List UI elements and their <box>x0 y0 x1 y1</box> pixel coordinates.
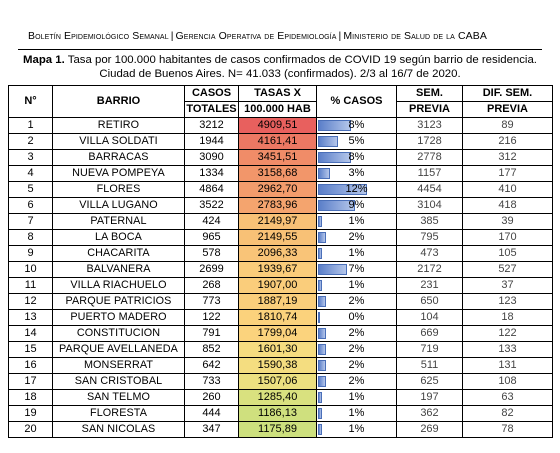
cell-dif-previa: 123 <box>463 294 553 310</box>
cell-pct-casos <box>317 374 397 390</box>
cell-casos: 424 <box>185 214 239 230</box>
cell-barrio: BALVANERA <box>53 262 185 278</box>
cell-sem-previa: 473 <box>397 246 463 262</box>
cell-sem-previa: 795 <box>397 230 463 246</box>
header-separator: | <box>338 30 342 42</box>
cell-sem-previa: 197 <box>397 390 463 406</box>
pct-data-bar <box>318 376 326 387</box>
cell-n: 15 <box>9 342 53 358</box>
cell-barrio: RETIRO <box>53 118 185 134</box>
cell-tasa: 1590,38 <box>239 358 317 374</box>
cell-casos: 2699 <box>185 262 239 278</box>
cell-pct-casos <box>317 166 397 182</box>
header-dif: DIF. SEM. <box>463 86 553 102</box>
table-row <box>9 326 553 342</box>
cell-casos: 733 <box>185 374 239 390</box>
table-row <box>9 198 553 214</box>
cell-sem-previa: 3123 <box>397 118 463 134</box>
cell-dif-previa: 216 <box>463 134 553 150</box>
cell-barrio: FLORESTA <box>53 406 185 422</box>
cell-tasa: 4161,41 <box>239 134 317 150</box>
bulletin-header <box>28 30 540 42</box>
cell-dif-previa: 133 <box>463 342 553 358</box>
cell-casos: 347 <box>185 422 239 438</box>
pct-data-bar <box>318 120 351 131</box>
header-barrio: BARRIO <box>53 86 185 118</box>
table-row <box>9 310 553 326</box>
pct-value: 8% <box>348 119 365 131</box>
cell-pct-casos <box>317 214 397 230</box>
cell-tasa: 1907,00 <box>239 278 317 294</box>
cell-n: 8 <box>9 230 53 246</box>
cell-tasa: 1285,40 <box>239 390 317 406</box>
cell-tasa: 1507,06 <box>239 374 317 390</box>
cell-sem-previa: 231 <box>397 278 463 294</box>
pct-value: 2% <box>348 231 365 243</box>
cell-pct-casos <box>317 406 397 422</box>
cell-sem-previa: 719 <box>397 342 463 358</box>
pct-value: 2% <box>348 327 365 339</box>
cell-tasa: 1887,19 <box>239 294 317 310</box>
header-tasas-hab: 100.000 HAB <box>239 102 317 118</box>
cell-barrio: VILLA RIACHUELO <box>53 278 185 294</box>
header-pct-casos: % CASOS <box>317 86 397 118</box>
cell-sem-previa: 650 <box>397 294 463 310</box>
pct-data-bar <box>318 296 326 307</box>
cell-n: 5 <box>9 182 53 198</box>
cell-casos: 3212 <box>185 118 239 134</box>
cell-sem-previa: 625 <box>397 374 463 390</box>
cell-tasa: 2783,96 <box>239 198 317 214</box>
cell-casos: 773 <box>185 294 239 310</box>
cell-n: 14 <box>9 326 53 342</box>
table-caption <box>18 53 542 81</box>
cell-tasa: 1601,30 <box>239 342 317 358</box>
cell-dif-previa: 122 <box>463 326 553 342</box>
cell-barrio: LA BOCA <box>53 230 185 246</box>
pct-value: 1% <box>348 279 365 291</box>
table-row <box>9 406 553 422</box>
pct-value: 1% <box>348 407 365 419</box>
header-sem: SEM. <box>397 86 463 102</box>
cell-tasa: 1799,04 <box>239 326 317 342</box>
cell-n: 6 <box>9 198 53 214</box>
cell-barrio: MONSERRAT <box>53 358 185 374</box>
cell-tasa: 3158,68 <box>239 166 317 182</box>
cell-tasa: 2962,70 <box>239 182 317 198</box>
caption-label: Mapa 1. <box>23 54 65 66</box>
cell-n: 13 <box>9 310 53 326</box>
cell-dif-previa: 105 <box>463 246 553 262</box>
cell-pct-casos <box>317 118 397 134</box>
table-row <box>9 278 553 294</box>
header-bulletin-title: Boletín Epidemiológico Semanal <box>28 30 169 42</box>
cell-dif-previa: 63 <box>463 390 553 406</box>
cell-pct-casos <box>317 150 397 166</box>
cell-pct-casos <box>317 182 397 198</box>
cell-barrio: VILLA SOLDATI <box>53 134 185 150</box>
cell-tasa: 1175,89 <box>239 422 317 438</box>
pct-data-bar <box>318 136 338 147</box>
pct-value: 1% <box>348 247 365 259</box>
cell-tasa: 2149,55 <box>239 230 317 246</box>
header-dif-previa: PREVIA <box>463 102 553 118</box>
cell-tasa: 4909,51 <box>239 118 317 134</box>
cell-n: 9 <box>9 246 53 262</box>
cell-dif-previa: 527 <box>463 262 553 278</box>
pct-data-bar <box>318 328 326 339</box>
cell-barrio: PARQUE AVELLANEDA <box>53 342 185 358</box>
cell-sem-previa: 511 <box>397 358 463 374</box>
cell-pct-casos <box>317 262 397 278</box>
cell-dif-previa: 170 <box>463 230 553 246</box>
cell-barrio: PUERTO MADERO <box>53 310 185 326</box>
cell-dif-previa: 89 <box>463 118 553 134</box>
cases-table <box>8 85 553 438</box>
cell-n: 12 <box>9 294 53 310</box>
cell-tasa: 1810,74 <box>239 310 317 326</box>
pct-data-bar <box>318 168 330 179</box>
cell-barrio: NUEVA POMPEYA <box>53 166 185 182</box>
cell-dif-previa: 410 <box>463 182 553 198</box>
cell-dif-previa: 312 <box>463 150 553 166</box>
table-row <box>9 182 553 198</box>
cell-casos: 965 <box>185 230 239 246</box>
pct-data-bar <box>318 312 320 323</box>
header-n: N° <box>9 86 53 118</box>
pct-value: 7% <box>348 263 365 275</box>
cell-sem-previa: 2172 <box>397 262 463 278</box>
pct-data-bar <box>318 408 322 419</box>
cell-dif-previa: 177 <box>463 166 553 182</box>
cell-dif-previa: 78 <box>463 422 553 438</box>
cell-dif-previa: 131 <box>463 358 553 374</box>
pct-value: 1% <box>348 423 365 435</box>
pct-data-bar <box>318 280 322 291</box>
cell-pct-casos <box>317 358 397 374</box>
cell-sem-previa: 269 <box>397 422 463 438</box>
table-row <box>9 230 553 246</box>
cell-pct-casos <box>317 390 397 406</box>
cell-casos: 268 <box>185 278 239 294</box>
cell-n: 2 <box>9 134 53 150</box>
table-row <box>9 134 553 150</box>
cell-n: 19 <box>9 406 53 422</box>
cell-n: 11 <box>9 278 53 294</box>
cell-n: 20 <box>9 422 53 438</box>
table-row <box>9 342 553 358</box>
header-casos: CASOS <box>185 86 239 102</box>
pct-data-bar <box>318 360 326 371</box>
cell-sem-previa: 4454 <box>397 182 463 198</box>
table-row <box>9 246 553 262</box>
cell-tasa: 1186,13 <box>239 406 317 422</box>
pct-value: 2% <box>348 343 365 355</box>
cell-n: 3 <box>9 150 53 166</box>
cell-casos: 3522 <box>185 198 239 214</box>
cell-n: 10 <box>9 262 53 278</box>
cell-casos: 260 <box>185 390 239 406</box>
cell-dif-previa: 37 <box>463 278 553 294</box>
table-row <box>9 390 553 406</box>
table-row <box>9 118 553 134</box>
cell-dif-previa: 82 <box>463 406 553 422</box>
cell-casos: 791 <box>185 326 239 342</box>
cell-pct-casos <box>317 246 397 262</box>
header-department: Gerencia Operativa de Epidemiología <box>175 30 337 42</box>
cell-casos: 4864 <box>185 182 239 198</box>
cell-pct-casos <box>317 342 397 358</box>
pct-value: 1% <box>348 215 365 227</box>
table-row <box>9 262 553 278</box>
table-row <box>9 294 553 310</box>
pct-value: 2% <box>348 295 365 307</box>
header-divider <box>18 49 542 50</box>
pct-data-bar <box>318 232 326 243</box>
cell-casos: 3090 <box>185 150 239 166</box>
cell-n: 1 <box>9 118 53 134</box>
cell-barrio: SAN TELMO <box>53 390 185 406</box>
cell-barrio: VILLA LUGANO <box>53 198 185 214</box>
cell-sem-previa: 669 <box>397 326 463 342</box>
cell-dif-previa: 18 <box>463 310 553 326</box>
cell-n: 18 <box>9 390 53 406</box>
cell-casos: 1944 <box>185 134 239 150</box>
cell-barrio: PARQUE PATRICIOS <box>53 294 185 310</box>
cell-dif-previa: 108 <box>463 374 553 390</box>
cell-barrio: SAN CRISTOBAL <box>53 374 185 390</box>
cell-barrio: PATERNAL <box>53 214 185 230</box>
pct-data-bar <box>318 344 326 355</box>
cell-n: 7 <box>9 214 53 230</box>
cell-pct-casos <box>317 134 397 150</box>
pct-value: 8% <box>348 151 365 163</box>
cell-barrio: CHACARITA <box>53 246 185 262</box>
cell-sem-previa: 3104 <box>397 198 463 214</box>
cell-barrio: FLORES <box>53 182 185 198</box>
header-casos-totales: TOTALES <box>185 102 239 118</box>
pct-data-bar <box>318 264 347 275</box>
header-sem-previa: PREVIA <box>397 102 463 118</box>
cell-n: 16 <box>9 358 53 374</box>
pct-value: 12% <box>345 183 368 195</box>
cell-pct-casos <box>317 230 397 246</box>
pct-data-bar <box>318 248 322 259</box>
pct-value: 5% <box>348 135 365 147</box>
cell-n: 4 <box>9 166 53 182</box>
table-row <box>9 422 553 438</box>
pct-value: 9% <box>348 199 365 211</box>
cell-tasa: 3451,51 <box>239 150 317 166</box>
table-row <box>9 214 553 230</box>
cell-pct-casos <box>317 294 397 310</box>
table-body <box>9 118 553 438</box>
cell-pct-casos <box>317 310 397 326</box>
pct-value: 3% <box>348 167 365 179</box>
cell-n: 17 <box>9 374 53 390</box>
cell-casos: 122 <box>185 310 239 326</box>
pct-value: 2% <box>348 359 365 371</box>
cell-sem-previa: 385 <box>397 214 463 230</box>
table-row <box>9 374 553 390</box>
pct-value: 0% <box>348 311 365 323</box>
cell-pct-casos <box>317 326 397 342</box>
header-separator: | <box>170 30 174 42</box>
cell-dif-previa: 39 <box>463 214 553 230</box>
pct-data-bar <box>318 424 322 435</box>
header-tasas: TASAS X <box>239 86 317 102</box>
pct-value: 1% <box>348 391 365 403</box>
cell-pct-casos <box>317 422 397 438</box>
table-row <box>9 150 553 166</box>
table-row <box>9 358 553 374</box>
pct-value: 2% <box>348 375 365 387</box>
table-header-row <box>9 86 553 102</box>
cell-sem-previa: 1157 <box>397 166 463 182</box>
cell-sem-previa: 1728 <box>397 134 463 150</box>
cell-casos: 578 <box>185 246 239 262</box>
cell-casos: 642 <box>185 358 239 374</box>
cell-pct-casos <box>317 278 397 294</box>
pct-data-bar <box>318 216 322 227</box>
cell-sem-previa: 2778 <box>397 150 463 166</box>
cell-barrio: SAN NICOLAS <box>53 422 185 438</box>
cell-casos: 852 <box>185 342 239 358</box>
cell-casos: 444 <box>185 406 239 422</box>
cell-dif-previa: 418 <box>463 198 553 214</box>
cell-pct-casos <box>317 198 397 214</box>
cell-casos: 1334 <box>185 166 239 182</box>
cell-barrio: BARRACAS <box>53 150 185 166</box>
caption-line-2: Ciudad de Buenos Aires. N= 41.033 (confirmados). 2/3 al 16/7 de 2020. <box>99 68 461 80</box>
pct-data-bar <box>318 152 351 163</box>
cell-tasa: 1939,67 <box>239 262 317 278</box>
cell-tasa: 2096,33 <box>239 246 317 262</box>
cell-tasa: 2149,97 <box>239 214 317 230</box>
cell-sem-previa: 104 <box>397 310 463 326</box>
cell-barrio: CONSTITUCION <box>53 326 185 342</box>
pct-data-bar <box>318 392 322 403</box>
header-ministry: Ministerio de Salud de la CABA <box>343 30 487 42</box>
cell-sem-previa: 362 <box>397 406 463 422</box>
table-row <box>9 166 553 182</box>
caption-line-1: Tasa por 100.000 habitantes de casos confirmados de COVID 19 según barrio de residencia. <box>67 54 537 66</box>
